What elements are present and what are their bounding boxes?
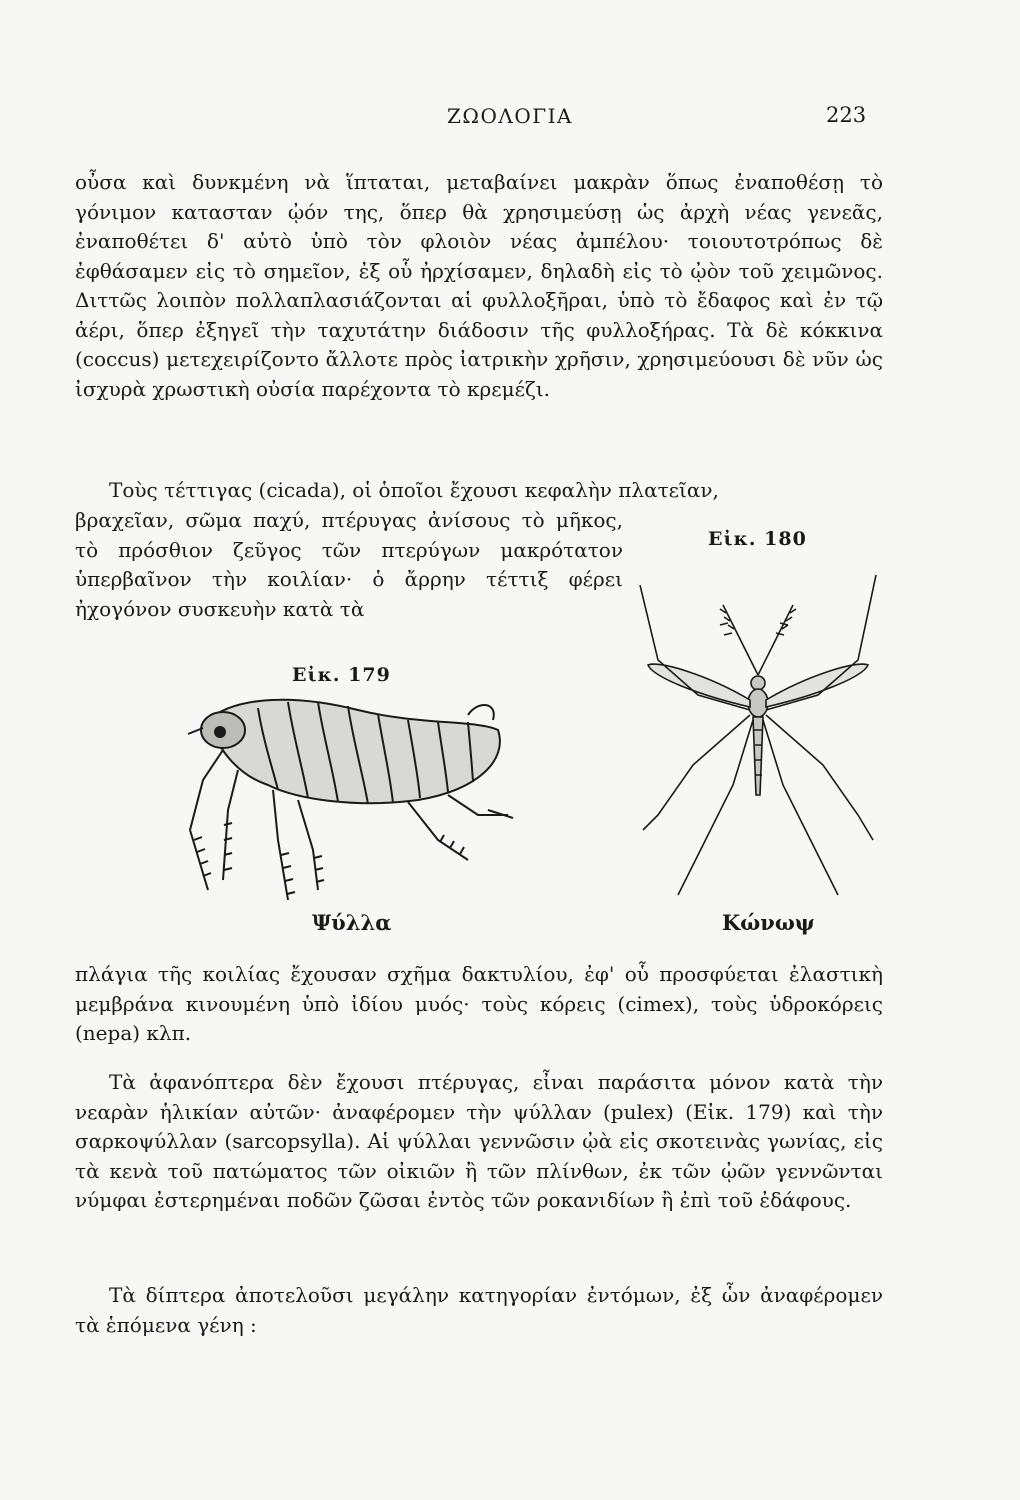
- mosquito-illustration: [638, 565, 878, 905]
- paragraph-phylloxera: οὖσα καὶ δυνκμένη νὰ ἵπταται, μεταβαίνει μακρὰν ὅπως ἐναποθέσῃ τὸ γόνιμον κατασταν ᾠόν της, ὅπερ θὰ χρησιμεύσῃ ὡς ἀρχὴ νέας γενεᾶς, ἐναποθέτει δ' αὐτὸ ὑπὸ τὸν φλοιὸν νέας ἀμπέλου· τοιουτοτρόπως δὲ ἐφθάσαμεν εἰς τὸ σημεῖον, ἐξ οὗ ἠρχίσαμεν, δηλαδὴ εἰς τὸ ᾠὸν τοῦ χειμῶνος. Διττῶς λοιπὸν πολλαπλασιάζονται αἱ φυλλοξῆραι, ὑπὸ τὸ ἔδαφος καὶ ἐν τῷ ἀέρι, ὅπερ ἐξηγεῖ τὴν ταχυτάτην διάδοσιν τῆς φυλλοξήρας. Τὰ δὲ κόκκινα (coccus) μετεχειρίζοντο ἄλλοτε πρὸς ἰατρικὴν χρῆσιν, χρησιμεύουσι δὲ νῦν ὡς ἰσχυρὰ χρωστικὴ οὐσία παρέχοντα τὸ κρεμέζι.: [75, 170, 883, 401]
- paragraph-cicada-rest: πλάγια τῆς κοιλίας ἔχουσαν σχῆμα δακτυλίου, ἐφ' οὗ προσφύεται ἐλαστικὴ μεμβράνα κινουμένη ὑπὸ ἰδίου μυός· τοὺς κόρεις (cimex), τοὺς ὑδροκόρεις (nepa) κλπ.: [75, 962, 883, 1045]
- figure-179-label: Εἰκ. 179: [292, 664, 391, 686]
- paragraph-diptera: Τὰ δίπτερα ἀποτελοῦσι μεγάλην κατηγορίαν ἐντόμων, ἐξ ὧν ἀναφέρομεν τὰ ἑπόμενα γένη :: [75, 1283, 883, 1337]
- figure-180-caption: Κώνωψ: [722, 910, 815, 935]
- figure-179-caption: Ψύλλα: [312, 910, 392, 935]
- paragraph-cicada-first-line: Τοὺς τέττιγας (cicada), οἱ ὁποῖοι ἔχουσι κεφαλὴν πλατεῖαν,: [109, 478, 719, 502]
- page-number: 223: [826, 103, 867, 127]
- flea-illustration: [178, 690, 518, 920]
- paragraph-cicada-wrap: βραχεῖαν, σῶμα παχύ, πτέρυγας ἀνίσους τὸ μῆκος, τὸ πρόσθιον ζεῦγος τῶν πτερύγων μακρότατον ὑπερβαῖνον τὴν κοιλίαν· ὁ ἄρρην τέττιξ φέρει ἠχογόνον συσκευὴν κατὰ τὰ: [75, 508, 623, 621]
- paragraph-aphaniptera: Τὰ ἀφανόπτερα δὲν ἔχουσι πτέρυγας, εἶναι παράσιτα μόνον κατὰ τὴν νεαρὰν ἡλικίαν αὐτῶν· ἀναφέρομεν τὴν ψύλλαν (pulex) (Εἰκ. 179) καὶ τὴν σαρκοψύλλαν (sarcopsylla). Αἱ ψύλλαι γεννῶσιν ᾠὰ εἰς σκοτεινὰς γωνίας, εἰς τὰ κενὰ τοῦ πατώματος τῶν οἰκιῶν ἢ τῶν πλίνθων, ἐκ τῶν ᾠῶν γεννῶνται νύμφαι ἐστερημέναι ποδῶν ζῶσαι ἐντὸς τῶν ροκανιδίων ἢ ἐπὶ τοῦ ἐδάφους.: [75, 1070, 883, 1212]
- figure-180-label: Εἰκ. 180: [708, 528, 807, 550]
- running-head: ΖΩΟΛΟΓΙΑ: [447, 104, 573, 128]
